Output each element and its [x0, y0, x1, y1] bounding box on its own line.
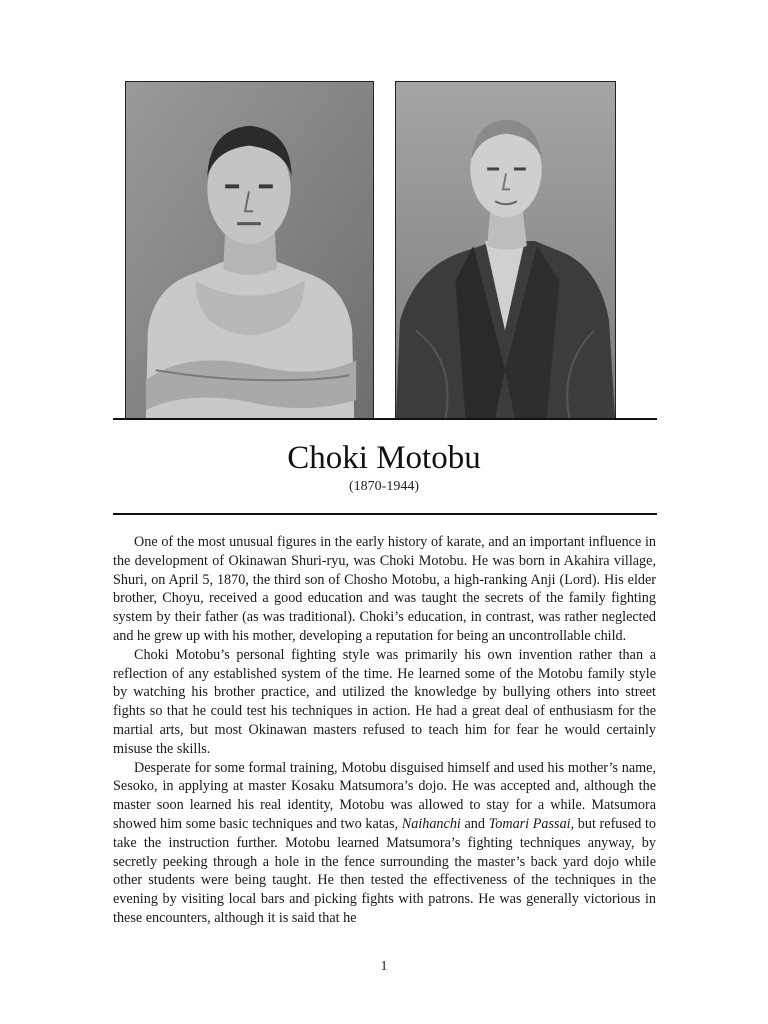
paragraph-3-text-b: , but refused to take the instruction further. Motobu learned Matsumora’s fighting techniques anyway, by secretly peeking through a hole in the fence surrounding the master’s back yard dojo while other students were being taught. He then tested the effectiveness of the techniques in the evening by visiting local bars and picking fights with patrons. He was generally victorious in these encounters, although it is said that he: [113, 815, 656, 926]
portrait-photo-right: [395, 81, 616, 419]
portrait-illustration-right: [396, 82, 615, 418]
top-divider-rule: [113, 418, 657, 420]
portrait-illustration-left: [126, 82, 373, 418]
article-body: [113, 533, 656, 928]
lifespan-dates: (1870-1944): [349, 479, 419, 494]
kata-name-tomari-passai: Tomari Passai: [488, 815, 571, 832]
paragraph-3-conjunction: and: [460, 815, 489, 832]
paragraph-1: One of the most unusual figures in the early history of karate, and an important influence in the development of Okinawan Shuri-ryu, was Choki Motobu. He was born in Akahira village, Shuri, on April 5, 1870, the third son of Chosho Motobu, a high-ranking Anji (Lord). His elder brother, Choyu, received a good education and was taught the secrets of the family fighting system by their father (as was traditional). Choki’s education, in contrast, was rather neglected and he grew up with his mother, developing a reputation for being an uncontrollable child.: [113, 534, 656, 644]
page-number: 1: [380, 959, 388, 974]
kata-name-naihanchi: Naihanchi: [401, 815, 461, 832]
bottom-divider-rule: [113, 513, 657, 515]
paragraph-3-text-a: Desperate for some formal training, Motobu disguised himself and used his mother’s name, Sesoko, in applying at master Kosaku Matsumora’s dojo. He was accepted and, although the master soon learned his real identity, Motobu was allowed to stay for a while. Matsumora showed him some basic techniques and two katas,: [113, 759, 656, 832]
page-title: Choki Motobu: [287, 440, 481, 476]
portrait-photo-left: [125, 81, 374, 419]
paragraph-2: Choki Motobu’s personal fighting style was primarily his own invention rather than a reflection of any established system of the time. He learned some of the Motobu family style by watching his brother practice, and utilized the knowledge by bullying others into street fights so that he could test his techniques in action. He had a great deal of enthusiasm for the martial arts, but most Okinawan masters refused to teach him for fear he would certainly misuse the skills.: [113, 646, 656, 757]
paragraph-3: [113, 759, 656, 928]
